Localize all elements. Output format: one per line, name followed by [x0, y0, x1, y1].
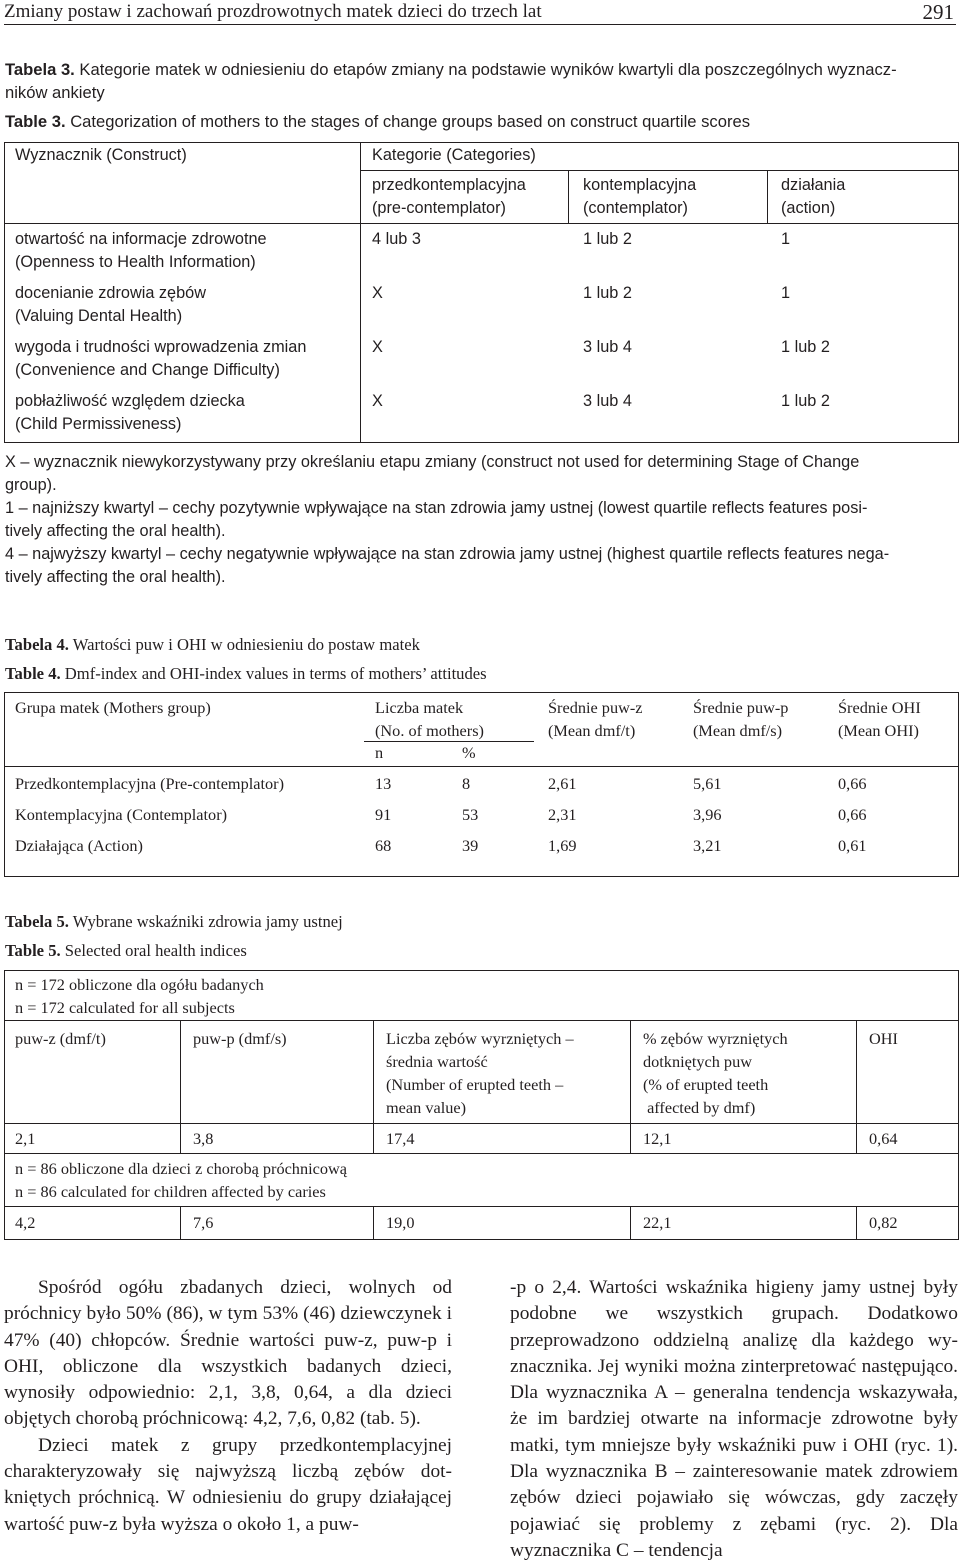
t5-header-teeth: Liczba zębów wyrzniętych – średnia wartość (Number of erupted teeth – mean value) [386, 1029, 574, 1117]
t3-col-categories: Kategorie (Categories) [372, 146, 536, 164]
t3-cell: 4 lub 3 [372, 230, 421, 248]
t4-cell: 68 [375, 836, 392, 855]
t3-cell: X [372, 392, 383, 410]
body-column-left [4, 1275, 452, 1538]
t4-cell: 3,21 [693, 836, 722, 855]
table4-caption-en: Table 4. Dmf-index and OHI-index values in terms of mothers’ attitudes [5, 664, 487, 683]
t4-header-ohi: Średnie OHI (Mean OHI) [838, 698, 921, 740]
t5-cell: 12,1 [643, 1129, 672, 1148]
t4-header-pct: % [462, 743, 476, 762]
t3-subheader-action: działania (action) [781, 176, 846, 217]
t4-header-puwp: Średnie puw-p (Mean dmf/s) [693, 698, 789, 740]
t4-row-group: Działająca (Action) [15, 836, 143, 855]
paragraph: Spośród ogółu zbadanych dzieci, wolnych od próchnicy było 50% (86), w tym 53% (46) dziewczynek i 47% (40) chłopców. Średnie wartości puw-z, puw-p i OHI, obliczone dla wszystkich badanych dzieci, wynosiły odpowiednio: 2,1, 3,8, 0,64, a dla dzieci objętych chorobą próchnicową: 4,2, 7,6, 0,82 (tab. 5). [4, 1277, 452, 1430]
t5-cell: 22,1 [643, 1213, 672, 1232]
t3-cell: 1 [781, 284, 791, 302]
t5-section-all: n = 172 obliczone dla ogółu badanych n = 172 calculated for all subjects [15, 975, 264, 1017]
t5-cell: 3,8 [193, 1129, 214, 1148]
t3-note-1: 1 – najniższy kwartyl – cechy pozytywnie wpływające na stan zdrowia jamy ustnej (lowest quartile reflects features posi- tively affecting the oral health). [5, 499, 868, 540]
t4-cell: 0,66 [838, 805, 867, 824]
t4-cell: 91 [375, 805, 392, 824]
t4-cell: 0,66 [838, 774, 867, 793]
table4-caption-pl: Tabela 4. Wartości puw i OHI w odniesieniu do postaw matek [5, 635, 420, 654]
t3-row-label: pobłażliwość względem dziecka (Child Permissiveness) [15, 392, 245, 433]
table5-caption-pl: Tabela 5. Wybrane wskaźniki zdrowia jamy ustnej [5, 912, 343, 931]
t3-col-construct: Wyznacznik (Construct) [15, 146, 187, 164]
table3-caption-en: Table 3. Categorization of mothers to the stages of change groups based on construct quartile scores [5, 112, 751, 131]
running-title: Zmiany postaw i zachowań prozdrowotnych matek dzieci do trzech lat [4, 1, 542, 22]
page-number: 291 [922, 0, 954, 24]
t4-cell: 1,69 [548, 836, 577, 855]
t5-header-puwp: puw-p (dmf/s) [193, 1029, 287, 1048]
paragraph: -p o 2,4. Wartości wskaźnika higieny jamy ustnej były podobne we wszystkich grupach. Dodatkowo przeprowadzono oddzielną analizę dla każdego wyznacznika. Jej wyniki można zinterpretować następująco. Dla wyznacznika A – generalna tendencja wskazywała, że im bardziej otwarte na informacje zdrowotne były matki, tym mniejsze były wskaźniki puw i OHI (ryc. 1). Dla wyznacznika B – zainteresowanie matek zdrowiem zębów dzieci pojawiało się wówczas, gdy zaczęły pojawiać się problemy z zębami (ryc. 2). Dla wyznacznika C – tendencja [510, 1277, 958, 1561]
running-head [4, 0, 956, 25]
t4-cell: 5,61 [693, 774, 722, 793]
t4-header-count: Liczba matek (No. of mothers) [375, 698, 484, 740]
t4-cell: 0,61 [838, 836, 867, 855]
t3-cell: 1 lub 2 [781, 338, 830, 356]
table5-caption-en: Table 5. Selected oral health indices [5, 941, 247, 960]
t4-row-group: Kontemplacyjna (Contemplator) [15, 805, 228, 824]
t5-cell: 2,1 [15, 1129, 36, 1148]
t3-note-4: 4 – najwyższy kwartyl – cechy negatywnie wpływające na stan zdrowia jamy ustnej (highest quartile reflects features nega- tively affecting the oral health). [5, 545, 890, 586]
t5-cell: 0,82 [869, 1213, 898, 1232]
t3-row-label: docenianie zdrowia zębów (Valuing Dental Health) [15, 284, 206, 325]
t4-header-group: Grupa matek (Mothers group) [15, 698, 211, 717]
t5-cell: 7,6 [193, 1213, 214, 1232]
t4-cell: 2,31 [548, 805, 577, 824]
t4-cell: 8 [462, 774, 471, 793]
t4-cell: 13 [375, 774, 392, 793]
t3-row-label: wygoda i trudności wprowadzenia zmian (Convenience and Change Difficulty) [15, 338, 307, 379]
t3-cell: 1 lub 2 [583, 230, 632, 248]
t3-subheader-pre: przedkontemplacyjna (pre-contemplator) [372, 176, 526, 217]
t5-header-pct: % zębów wyrzniętych dotkniętych puw (% of erupted teeth affected by dmf) [643, 1029, 788, 1117]
table3-caption-pl: Tabela 3. Kategorie matek w odniesieniu do etapów zmiany na podstawie wyników kwartyli dla poszczególnych wyznacz- ników ankiety [5, 60, 897, 102]
body-column-right [510, 1275, 958, 1564]
t4-row-group: Przedkontemplacyjna (Pre-contemplator) [15, 774, 284, 793]
t5-section-caries: n = 86 obliczone dla dzieci z chorobą próchnicową n = 86 calculated for children affected by caries [15, 1159, 347, 1201]
t3-cell: X [372, 284, 383, 302]
t5-cell: 17,4 [386, 1129, 415, 1148]
t5-header-ohi: OHI [869, 1029, 898, 1048]
t4-cell: 39 [462, 836, 479, 855]
t3-cell: 3 lub 4 [583, 392, 632, 410]
t4-header-puwz: Średnie puw-z (Mean dmf/t) [548, 698, 643, 740]
t4-cell: 53 [462, 805, 479, 824]
paragraph: Dzieci matek z grupy przedkontemplacyjnej charakteryzowały się najwyższą liczbą zębów dotkniętych próchnicą. W odniesieniu do grupy działającej wartość puw-z była wyższa o około 1, a puw- [4, 1434, 452, 1535]
t3-cell: 1 lub 2 [781, 392, 830, 410]
t5-cell: 4,2 [15, 1213, 36, 1232]
t4-header-n: n [375, 743, 384, 762]
t5-cell: 19,0 [386, 1213, 415, 1232]
t5-cell: 0,64 [869, 1129, 898, 1148]
t3-cell: X [372, 338, 383, 356]
t3-row-label: otwartość na informacje zdrowotne (Openness to Health Information) [15, 230, 267, 271]
t3-cell: 3 lub 4 [583, 338, 632, 356]
t3-cell: 1 lub 2 [583, 284, 632, 302]
t3-cell: 1 [781, 230, 791, 248]
t3-note-x: X – wyznacznik niewykorzystywany przy określaniu etapu zmiany (construct not used for determining Stage of Change group). [5, 453, 860, 494]
t4-cell: 3,96 [693, 805, 722, 824]
t5-header-puwz: puw-z (dmf/t) [15, 1029, 106, 1048]
t4-cell: 2,61 [548, 774, 577, 793]
t3-subheader-contemplator: kontemplacyjna (contemplator) [583, 176, 697, 217]
